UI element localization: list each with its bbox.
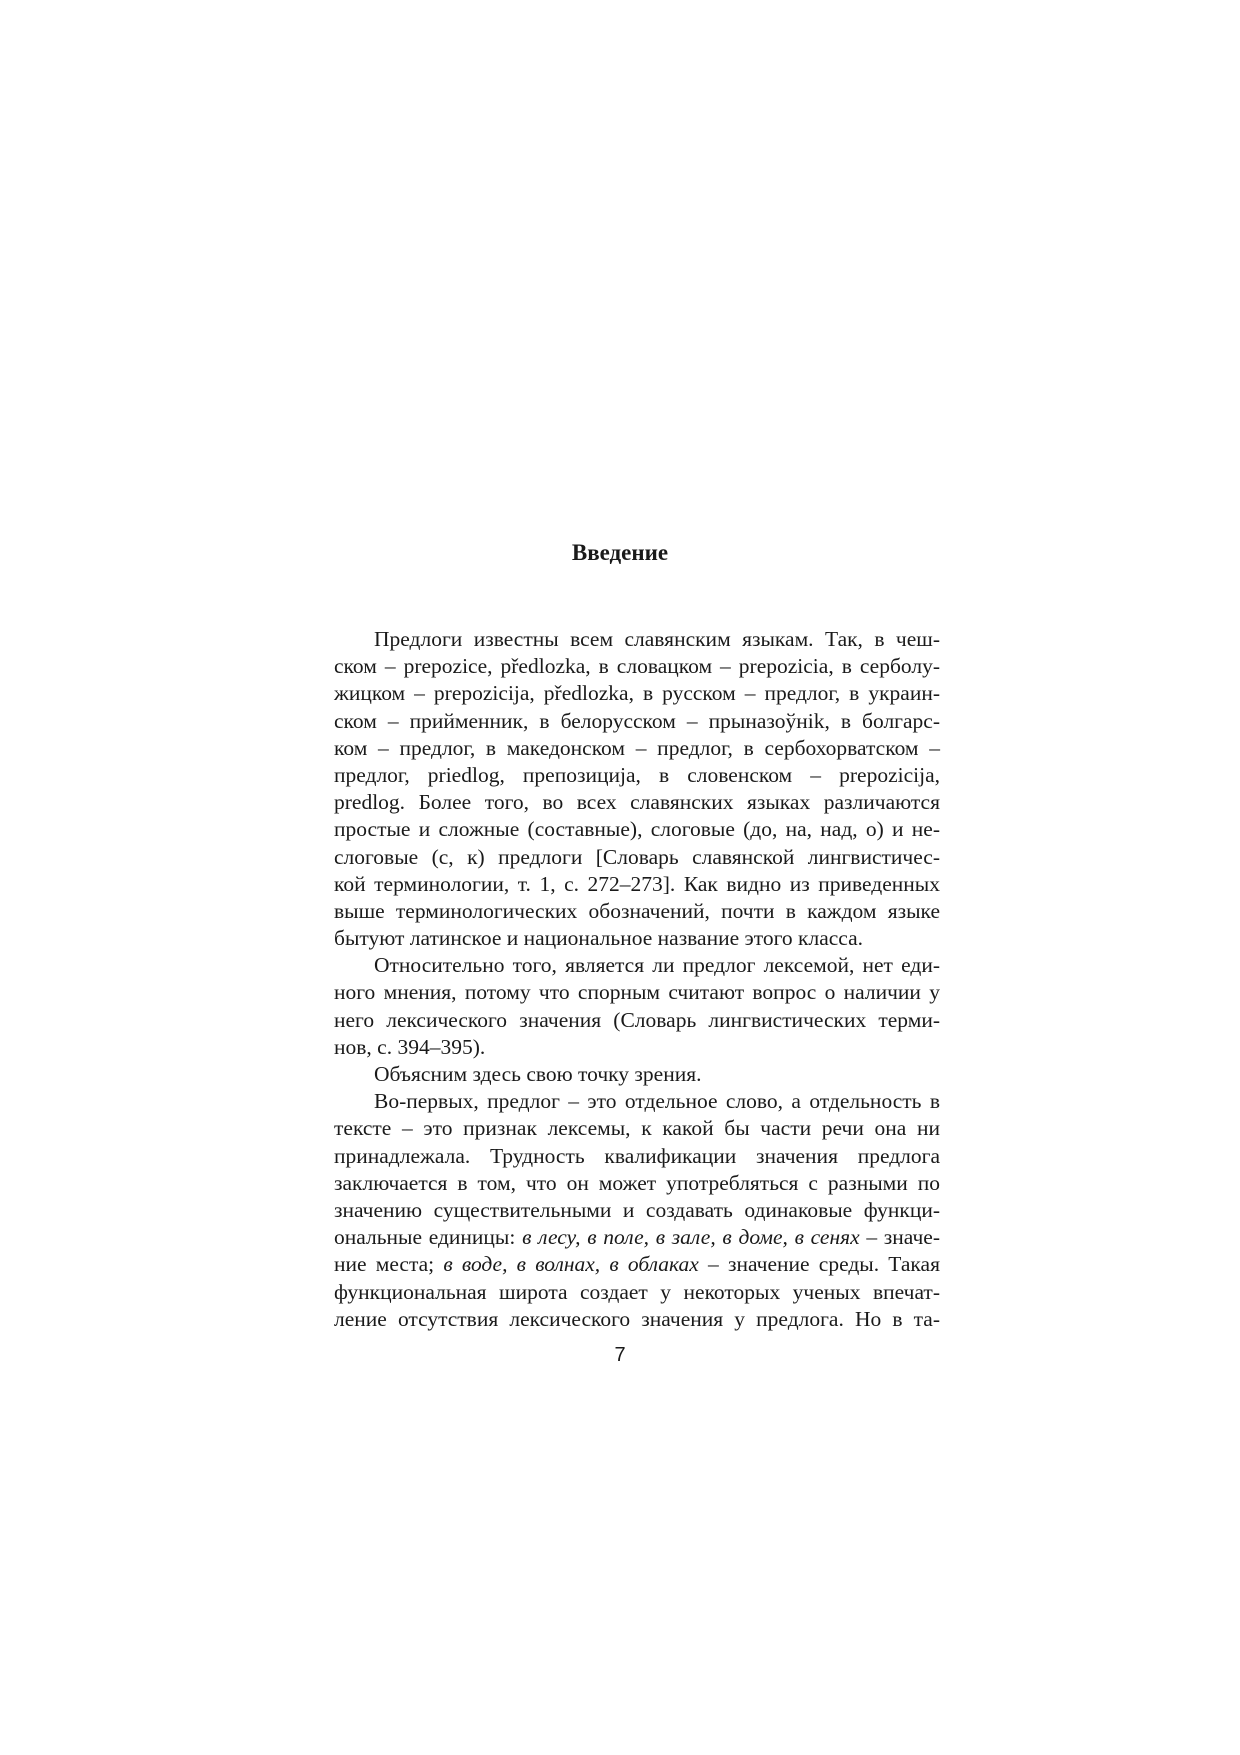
text-line: Относительно того, является ли предлог лексемой, нет еди- [374, 953, 940, 978]
paragraph-4 [294, 1088, 940, 1333]
text-line: слоговые (с, к) предлоги [Словарь славянской лингвистичес- [334, 844, 940, 869]
text-fragment: – значе- [859, 1225, 941, 1250]
text-fragment: ональные единицы: [334, 1225, 523, 1250]
text-line: предлог, priedlog, препозиција, в словенском – prepozicija, [334, 762, 940, 787]
text-line: Во-первых, предлог – это отдельное слово, а отдельность в [374, 1089, 940, 1114]
text-line: ском – прийменник, в белорусском – прыназоўнik, в болгарс- [334, 708, 940, 733]
body-text [294, 626, 940, 1333]
text-line: бытуют латинское и национальное название этого класса. [334, 926, 864, 951]
text-line: Предлоги известны всем славянским языкам. Так, в чеш- [374, 627, 940, 651]
page-number: 7 [614, 1344, 626, 1366]
text-line: него лексического значения (Словарь лингвистических терми- [334, 1007, 940, 1032]
text-fragment: – значение среды. Такая [698, 1252, 940, 1277]
text-line: жицком – prepozicija, předlozka, в русском – предлог, в украин- [334, 681, 940, 706]
text-line: заключается в том, что он может употребляться с разными по [334, 1170, 940, 1195]
text-line: простые и сложные (составные), слоговые (до, на, над, о) и не- [334, 817, 940, 842]
text-line-with-examples [294, 1224, 940, 1251]
chapter-title: Введение [571, 540, 669, 565]
text-line: кой терминологии, т. 1, с. 272–273]. Как видно из приведенных [334, 871, 940, 896]
text-line: принадлежала. Трудность квалификации значения предлога [334, 1143, 940, 1168]
paragraph-2 [294, 952, 940, 1061]
text-line: ного мнения, потому что спорным считают вопрос о наличии у [334, 980, 940, 1005]
text-line: ком – предлог, в македонском – предлог, в сербохорватском – [334, 735, 940, 760]
text-line: тексте – это признак лексемы, к какой бы части речи она ни [334, 1116, 940, 1141]
text-line: нов, с. 394–395). [334, 1034, 486, 1059]
italic-examples: в воде, в волнах, в облаках [443, 1252, 699, 1277]
text-line: значению существительными и создавать одинаковые функци- [334, 1197, 940, 1222]
text-line: выше терминологических обозначений, почти в каждом языке [334, 898, 940, 923]
text-line: Объясним здесь свою точку зрения. [374, 1062, 702, 1086]
text-line: ление отсутствия лексического значения у предлога. Но в та- [334, 1306, 940, 1331]
text-line: predlog. Более того, во всех славянских языках различаются [334, 790, 940, 815]
text-line: функциональная широта создает у некоторых ученых впечат- [334, 1279, 940, 1304]
text-fragment: ние места; [334, 1252, 444, 1277]
text-line-with-examples [294, 1251, 940, 1278]
paragraph-3 [294, 1061, 940, 1088]
paragraph-1 [294, 626, 940, 952]
text-line: ском – prepozice, předlozka, в словацком – prepozicia, в серболу- [334, 654, 940, 679]
italic-examples: в лесу, в поле, в зале, в доме, в сенях [522, 1225, 860, 1250]
